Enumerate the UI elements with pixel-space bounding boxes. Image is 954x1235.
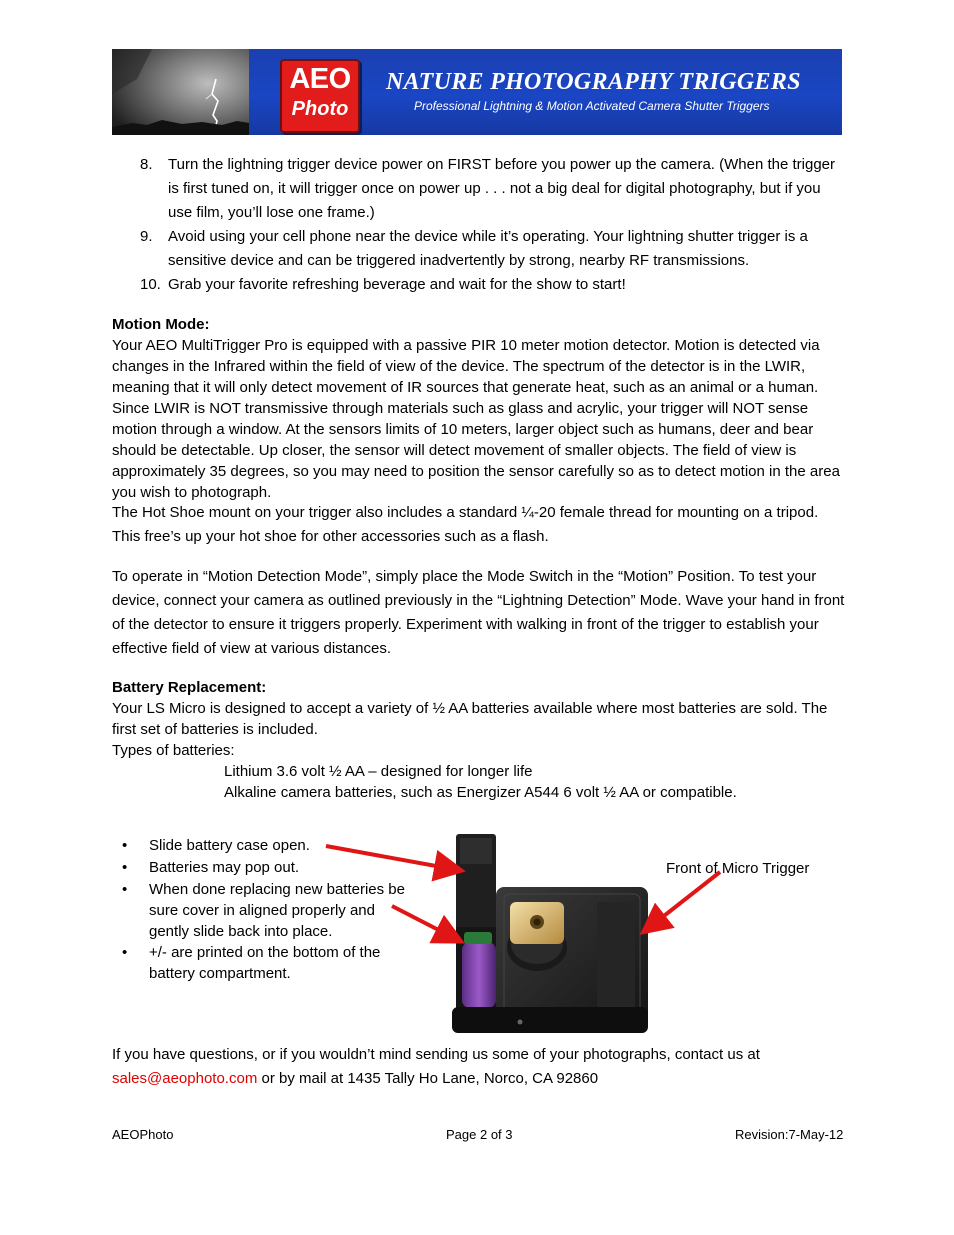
list-text: Grab your favorite refreshing beverage and wait for the show to start! (168, 276, 626, 293)
bullet-text: +/- are printed on the bottom of the battery compartment. (149, 944, 381, 982)
bullet-text: When done replacing new batteries be sure cover in aligned properly and gently slide back into place. (149, 881, 405, 940)
motion-heading: Motion Mode: (112, 316, 210, 333)
battery-heading: Battery Replacement: (112, 679, 267, 696)
footer-revision: Revision:7-May-12 (735, 1127, 844, 1142)
battery-type: Lithium 3.6 volt ½ AA – designed for longer life (224, 763, 533, 780)
logo-text-photo: Photo (291, 98, 349, 120)
list-item (140, 225, 845, 273)
list-item (140, 153, 845, 225)
banner-title: NATURE PHOTOGRAPHY TRIGGERS (386, 69, 801, 95)
battery-types-label: Types of batteries: (112, 742, 235, 759)
banner-subtitle: Professional Lightning & Motion Activated Camera Shutter Triggers (414, 99, 770, 113)
contact-text: If you have questions, or if you wouldn’t mind sending us some of your photographs, contact us at (112, 1046, 760, 1063)
bullet-icon: • (122, 837, 128, 854)
email-link[interactable]: sales@aeophoto.com (112, 1070, 258, 1087)
list-number: 8. (140, 156, 153, 173)
annotation-arrows (320, 830, 740, 950)
front-of-trigger-label: Front of Micro Trigger (666, 860, 810, 877)
list-text: Avoid using your cell phone near the device while it’s operating. Your lightning shutter trigger is a sensitive device and can be triggered inadvertently by strong, nearby RF transmissions. (168, 228, 808, 269)
footer-page-number: Page 2 of 3 (446, 1127, 513, 1142)
bullet-icon: • (122, 859, 128, 876)
motion-paragraph: Your AEO MultiTrigger Pro is equipped with a passive PIR 10 meter motion detector. Motion is detected via changes in the Infrared within the field of view of the device. The spectrum of the detector is in the LWIR, meaning that it will only detect movement of IR sources that generate heat, such as an animal or a human. Since LWIR is NOT transmissive through materials such as glass and acrylic, your trigger will NOT sense motion through a window. At the sensors limits of 10 meters, larger object such as humans, deer and bear should be detectable. Up closer, the sensor will detect movement of smaller objects. The field of view is approximately 35 degrees, so you may need to position the sensor carefully so as to detect motion in the area you wish to photograph. (112, 337, 840, 501)
bullet-icon: • (122, 944, 128, 961)
list-text: Turn the lightning trigger device power on FIRST before you power up the camera. (When the trigger is first tuned on, it will trigger once on power up . . . not a big deal for digital photography, but if you use film, you’ll lose one frame.) (168, 156, 836, 221)
contact-paragraph (112, 1043, 847, 1091)
battery-type: Alkaline camera batteries, such as Energizer A544 6 volt ½ AA or compatible. (224, 784, 737, 801)
header-banner (112, 49, 842, 135)
bullet-text: Slide battery case open. (149, 837, 310, 854)
bullet-text: Batteries may pop out. (149, 859, 300, 876)
lightning-photo (112, 49, 249, 135)
motion-operate-paragraph: To operate in “Motion Detection Mode”, simply place the Mode Switch in the “Motion” Position. To test your device, connect your camera as outlined previously in the “Lightning Detection” Mode. Wave your hand in front of the detector to ensure it triggers properly. Experiment with walking in front of the trigger to establish your effective field of view at various distances. (112, 568, 845, 657)
list-item (140, 273, 845, 297)
list-number: 10. (140, 276, 161, 293)
logo-text-aeo: AEO (289, 63, 351, 95)
battery-paragraph: Your LS Micro is designed to accept a variety of ½ AA batteries available where most batteries are sold. The first set of batteries is included. (112, 700, 828, 738)
list-number: 9. (140, 228, 153, 245)
bullet-icon: • (122, 881, 128, 898)
contact-address: or by mail at 1435 Tally Ho Lane, Norco, CA 92860 (257, 1070, 599, 1087)
footer-left: AEOPhoto (112, 1127, 174, 1142)
hot-shoe-paragraph: The Hot Shoe mount on your trigger also includes a standard ¼-20 female thread for mounting on a tripod. This free’s up your hot shoe for other accessories such as a flash. (112, 504, 819, 545)
aeo-logo (280, 59, 360, 133)
